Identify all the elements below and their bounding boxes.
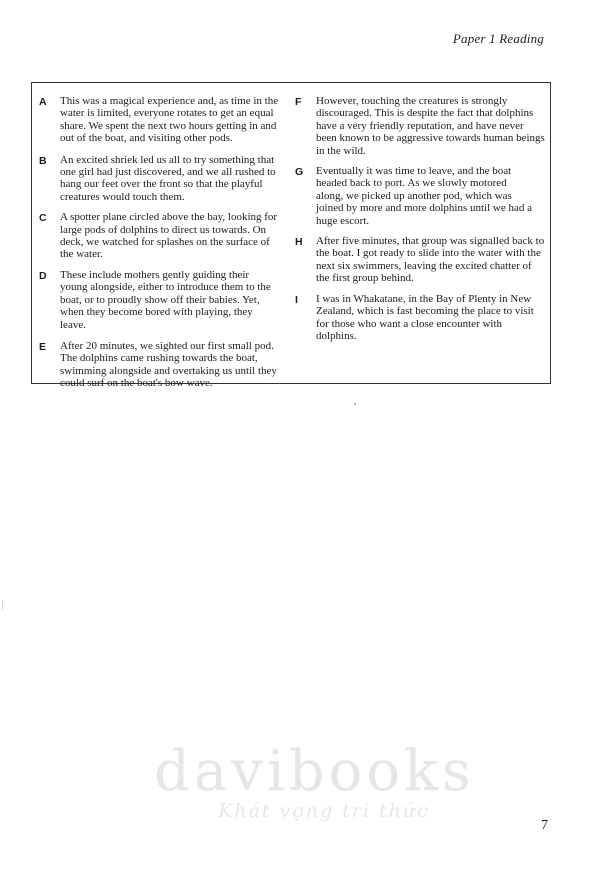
print-speck — [354, 403, 356, 405]
paragraph-a — [39, 95, 279, 145]
page-header: Paper 1 Reading — [452, 31, 544, 46]
paragraph-letter: G — [295, 166, 304, 179]
paragraph-g — [295, 165, 545, 227]
paragraph-text: Eventually it was time to leave, and the boat headed back to port. As we slowly motored along, we picked up another pod, which was joined by more and more dolphins until we had a huge escort. — [316, 165, 532, 227]
paragraph-text: This was a magical experience and, as time in the water is limited, everyone rotates to get an equal share. We spent the next two hours getting in and out of the boat, and visiting other pods. — [60, 95, 279, 145]
paragraph-text: After five minutes, that group was signalled back to the boat. I got ready to slide into the water with the next six swimmers, leaving the excited chatter of the first group behind. — [316, 235, 545, 285]
paragraph-options-box — [31, 82, 551, 390]
page-number: 7 — [541, 818, 548, 833]
paragraph-text: A spotter plane circled above the bay, looking for large pods of dolphins to direct us towards. On deck, we watched for splashes on the surface of the water. — [60, 211, 278, 261]
paragraph-text: However, touching the creatures is strongly discouraged. This is despite the fact that dolphins have a very friendly reputation, and have never been known to be aggressive towards human beings in the wild. — [316, 95, 545, 157]
right-column — [295, 95, 545, 342]
watermark-brand: davibooks — [154, 739, 475, 804]
paragraph-i — [295, 293, 545, 343]
paragraph-letter: A — [39, 96, 47, 108]
paragraph-text: I was in Whakatane, in the Bay of Plenty in New Zealand, which is fast becoming the place to visit for those who want a close encounter with dolphins. — [316, 292, 534, 342]
paragraph-letter: D — [39, 269, 47, 282]
watermark-tagline: Khát vọng tri thức — [218, 800, 430, 822]
paragraph-e — [39, 340, 279, 390]
paragraph-letter: C — [39, 212, 47, 225]
print-speck — [2, 600, 3, 610]
watermark — [154, 739, 475, 822]
paragraph-f — [295, 95, 545, 157]
paragraph-text: These include mothers gently guiding their young alongside, either to introduce them to the boat, or to proudly show off their babies. Yet, when they become bored with playing, they leave. — [60, 268, 271, 331]
paragraph-letter: E — [39, 340, 47, 353]
paragraph-letter: H — [295, 236, 303, 249]
paragraph-h — [295, 235, 545, 285]
paragraph-b — [39, 154, 279, 204]
paragraph-d — [39, 269, 279, 331]
paragraph-text: After 20 minutes, we sighted our first small pod. The dolphins came rushing towards the boat, swimming alongside and overtaking us until they could surf on the boat's bow wave. — [60, 339, 277, 390]
left-column — [39, 95, 279, 390]
paragraph-letter: I — [295, 293, 298, 306]
paragraph-c — [39, 211, 279, 261]
paragraph-letter: F — [295, 96, 302, 108]
paragraph-letter: B — [39, 154, 47, 167]
paragraph-text: An excited shriek led us all to try something that one girl had just discovered, and we all rushed to hang our feet over the front so that the playful creatures would touch them. — [60, 153, 276, 203]
